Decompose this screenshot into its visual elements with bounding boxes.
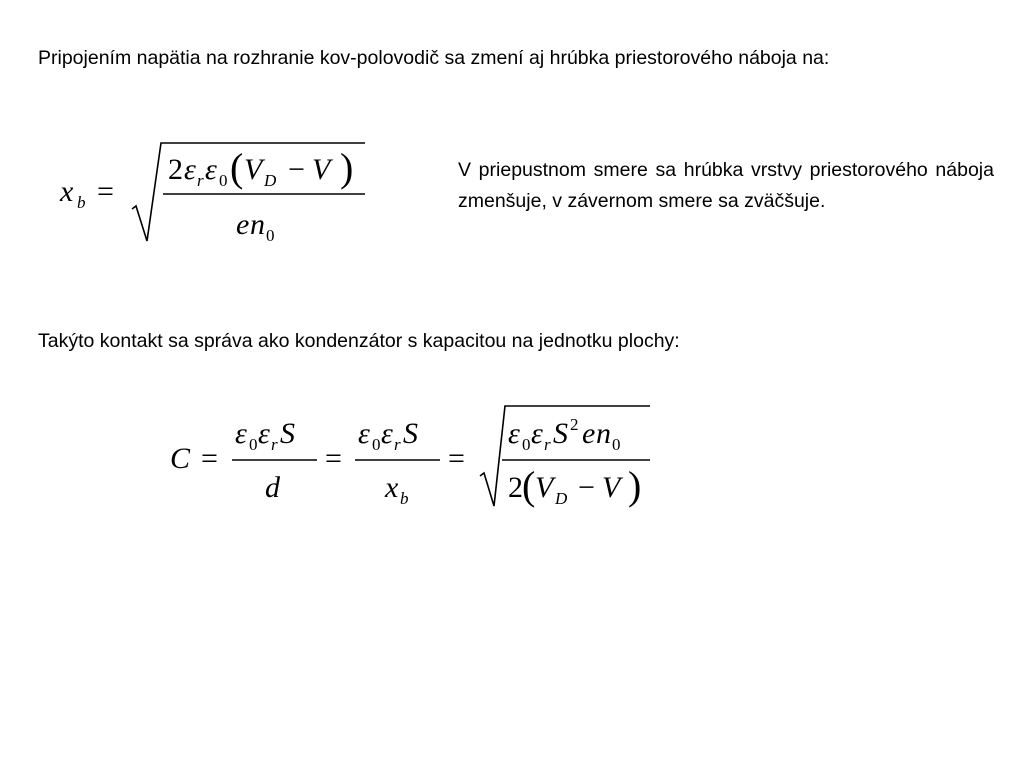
xb-lhs-sub: b <box>77 193 86 212</box>
c-equals-3: = <box>448 442 465 475</box>
c-f3-v: V <box>535 471 554 504</box>
capacitor-intro-text: Takýto kontakt sa správa ako kondenzátor s kapacitou na jednotku plochy: <box>38 330 680 352</box>
c-f3-open-paren: ( <box>522 463 536 508</box>
c-f3-eps-r: ε <box>531 417 543 450</box>
xb-num-eps-r: ε <box>184 153 196 186</box>
c-f3-sub-r: r <box>544 435 551 454</box>
c-equals-2: = <box>325 442 342 475</box>
c-f2-sub-0: 0 <box>372 435 381 454</box>
xb-open-paren: ( <box>230 145 244 190</box>
xb-num-coef: 2 <box>168 153 183 186</box>
c-f3-two: 2 <box>508 471 523 504</box>
c-f3-e: e <box>582 417 596 450</box>
c-f2-eps-r: ε <box>381 417 393 450</box>
c-f2-sub-r: r <box>394 435 401 454</box>
c-f2-s: S <box>403 417 418 450</box>
bias-note-text: V priepustnom smere sa hrúbka vrstvy priestorového náboja zmenšuje, v závernom smere sa zväčšuje. <box>458 159 994 212</box>
c-f1-eps-0: ε <box>235 417 247 450</box>
xb-num-sub-d: D <box>264 171 277 190</box>
xb-num-sub-0: 0 <box>219 171 228 190</box>
c-f3-minus: − <box>578 471 595 504</box>
xb-equals: = <box>97 175 114 208</box>
xb-den-e: e <box>236 208 250 241</box>
c-f2-x: x <box>385 471 399 504</box>
xb-den-sub-0: 0 <box>266 226 275 245</box>
c-f3-n: n <box>596 417 611 450</box>
c-f1-eps-r: ε <box>258 417 270 450</box>
xb-num-sub-r: r <box>197 171 204 190</box>
c-f3-close-paren: ) <box>628 463 642 508</box>
c-f3-sub-0b: 0 <box>612 435 621 454</box>
c-f1-sub-r: r <box>271 435 278 454</box>
xb-num-minus: − <box>288 153 305 186</box>
c-f3-s: S <box>553 417 568 450</box>
c-f1-d: d <box>265 471 280 504</box>
depletion-width-formula <box>50 135 380 250</box>
xb-close-paren: ) <box>340 145 354 190</box>
c-f3-eps-0: ε <box>508 417 520 450</box>
c-f2-sub-b: b <box>400 489 409 508</box>
c-f3-sub-0: 0 <box>522 435 531 454</box>
capacitance-formula-svg <box>160 400 660 515</box>
xb-den-n: n <box>250 208 265 241</box>
c-f3-sub-d: D <box>555 489 568 508</box>
c-f2-eps-0: ε <box>358 417 370 450</box>
c-lhs: C <box>170 442 191 475</box>
xb-num-eps-0: ε <box>205 153 217 186</box>
c-f3-sup-2: 2 <box>570 415 579 434</box>
c-f1-sub-0: 0 <box>249 435 258 454</box>
c-f1-s: S <box>280 417 295 450</box>
depletion-width-formula-svg <box>50 135 380 250</box>
intro-text: Pripojením napätia na rozhranie kov-polovodič sa zmení aj hrúbka priestorového náboja na: <box>38 47 830 69</box>
xb-num-v: V <box>244 153 263 186</box>
c-f3-v2: V <box>602 471 621 504</box>
c-equals-1: = <box>201 442 218 475</box>
xb-num-v2: V <box>312 153 331 186</box>
xb-lhs-x: x <box>60 175 74 208</box>
capacitance-formula <box>160 400 660 515</box>
